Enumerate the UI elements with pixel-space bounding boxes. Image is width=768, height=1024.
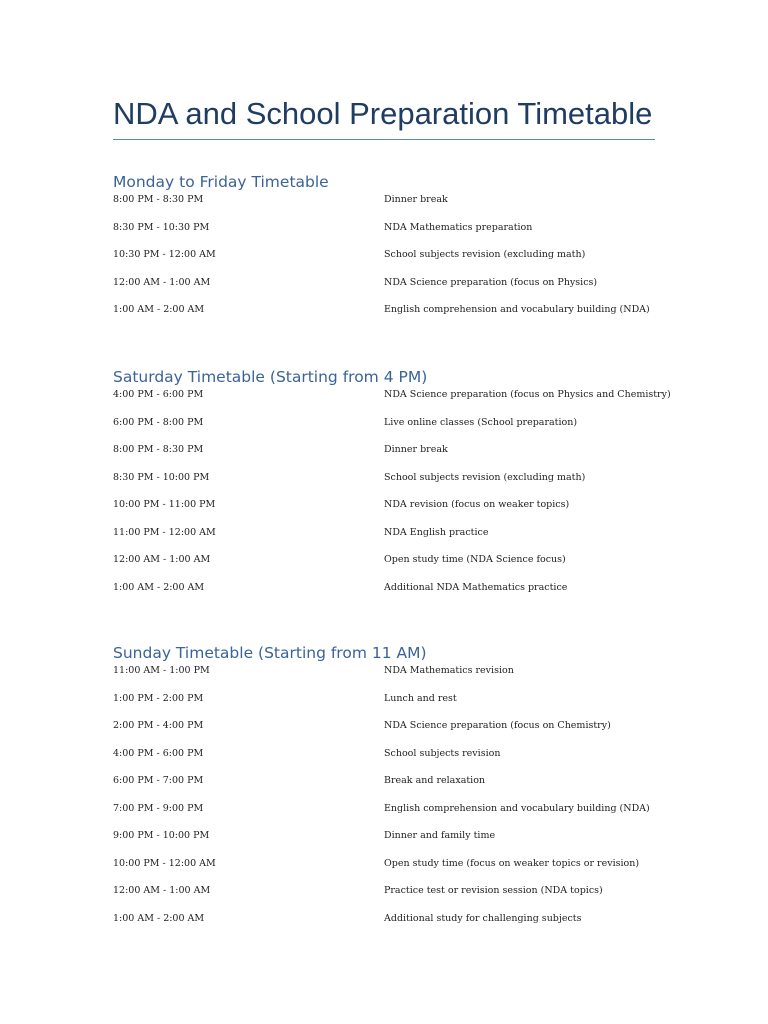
activity: NDA Mathematics revision	[384, 665, 514, 676]
section-heading: Monday to Friday Timetable	[113, 173, 329, 191]
time-slot: 1:00 AM - 2:00 AM	[113, 912, 205, 924]
time-slot: 12:00 AM - 1:00 AM	[113, 885, 211, 896]
timetable-row	[113, 416, 655, 444]
activity: Open study time (focus on weaker topics or revision)	[384, 857, 640, 869]
activity: School subjects revision (excluding math)	[384, 249, 586, 260]
timetable-row	[113, 884, 655, 912]
time-slot: 7:00 PM - 9:00 PM	[113, 802, 204, 814]
time-slot: 8:30 PM - 10:00 PM	[113, 471, 210, 483]
section-weekday	[113, 171, 655, 331]
time-slot: 11:00 PM - 12:00 AM	[113, 526, 216, 538]
timetable-row	[113, 443, 655, 471]
time-slot: 12:00 AM - 1:00 AM	[113, 276, 211, 288]
timetable-row	[113, 692, 655, 720]
timetable-row	[113, 553, 655, 581]
timetable-row	[113, 802, 655, 830]
activity: NDA Science preparation (focus on Chemistry)	[384, 720, 611, 731]
activity: Break and relaxation	[384, 775, 486, 786]
time-slot: 2:00 PM - 4:00 PM	[113, 720, 204, 731]
timetable-row	[113, 193, 655, 221]
time-slot: 1:00 AM - 2:00 AM	[113, 581, 205, 593]
timetable-row	[113, 719, 655, 747]
activity: Practice test or revision session (NDA topics)	[384, 885, 603, 896]
time-slot: 8:00 PM - 8:30 PM	[113, 444, 204, 455]
timetable-row	[113, 498, 655, 526]
activity: Additional NDA Mathematics practice	[384, 581, 568, 593]
activity: Dinner and family time	[384, 830, 496, 841]
section-saturday	[113, 366, 671, 608]
time-slot: 6:00 PM - 7:00 PM	[113, 775, 204, 786]
activity: Additional study for challenging subjects	[384, 912, 582, 924]
timetable-row	[113, 857, 655, 885]
activity: Dinner break	[384, 444, 448, 455]
timetable-row	[113, 471, 655, 499]
activity: English comprehension and vocabulary building (NDA)	[384, 304, 650, 315]
time-slot: 8:30 PM - 10:30 PM	[113, 221, 210, 233]
activity: NDA revision (focus on weaker topics)	[384, 499, 570, 510]
section-heading: Sunday Timetable (Starting from 11 AM)	[113, 644, 427, 662]
timetable-row	[113, 747, 655, 775]
timetable-rows	[113, 664, 655, 939]
time-slot: 1:00 PM - 2:00 PM	[113, 692, 204, 704]
activity: School subjects revision (excluding math)	[384, 471, 586, 483]
time-slot: 11:00 AM - 1:00 PM	[113, 665, 210, 676]
time-slot: 4:00 PM - 6:00 PM	[113, 747, 204, 759]
timetable-row	[113, 276, 655, 304]
activity: Open study time (NDA Science focus)	[384, 554, 566, 565]
activity: Live online classes (School preparation)	[384, 416, 578, 428]
time-slot: 8:00 PM - 8:30 PM	[113, 194, 204, 205]
section-sunday	[113, 642, 655, 939]
timetable-row	[113, 248, 655, 276]
timetable-row	[113, 829, 655, 857]
activity: School subjects revision	[384, 747, 501, 759]
time-slot: 6:00 PM - 8:00 PM	[113, 416, 204, 428]
timetable-rows	[113, 388, 671, 608]
activity: English comprehension and vocabulary building (NDA)	[384, 802, 650, 814]
timetable-row	[113, 581, 655, 609]
activity: NDA English practice	[384, 526, 489, 538]
timetable-row	[113, 912, 655, 940]
time-slot: 4:00 PM - 6:00 PM	[113, 389, 204, 400]
section-heading: Saturday Timetable (Starting from 4 PM)	[113, 368, 428, 386]
timetable-row	[113, 526, 655, 554]
timetable-rows	[113, 193, 655, 331]
document-title: NDA and School Preparation Timetable	[113, 96, 653, 131]
time-slot: 12:00 AM - 1:00 AM	[113, 554, 211, 565]
timetable-row	[113, 221, 655, 249]
activity: Dinner break	[384, 194, 448, 205]
title-underline	[113, 139, 655, 140]
timetable-row	[113, 664, 655, 692]
activity: Lunch and rest	[384, 692, 457, 704]
activity: NDA Science preparation (focus on Physics and Chemistry)	[384, 389, 671, 400]
time-slot: 10:00 PM - 12:00 AM	[113, 857, 216, 869]
time-slot: 10:30 PM - 12:00 AM	[113, 249, 216, 260]
activity: NDA Mathematics preparation	[384, 221, 533, 233]
activity: NDA Science preparation (focus on Physics)	[384, 276, 598, 288]
time-slot: 10:00 PM - 11:00 PM	[113, 499, 216, 510]
time-slot: 9:00 PM - 10:00 PM	[113, 830, 210, 841]
timetable-row	[113, 774, 655, 802]
timetable-row	[113, 303, 655, 331]
timetable-row	[113, 388, 671, 416]
time-slot: 1:00 AM - 2:00 AM	[113, 304, 205, 315]
